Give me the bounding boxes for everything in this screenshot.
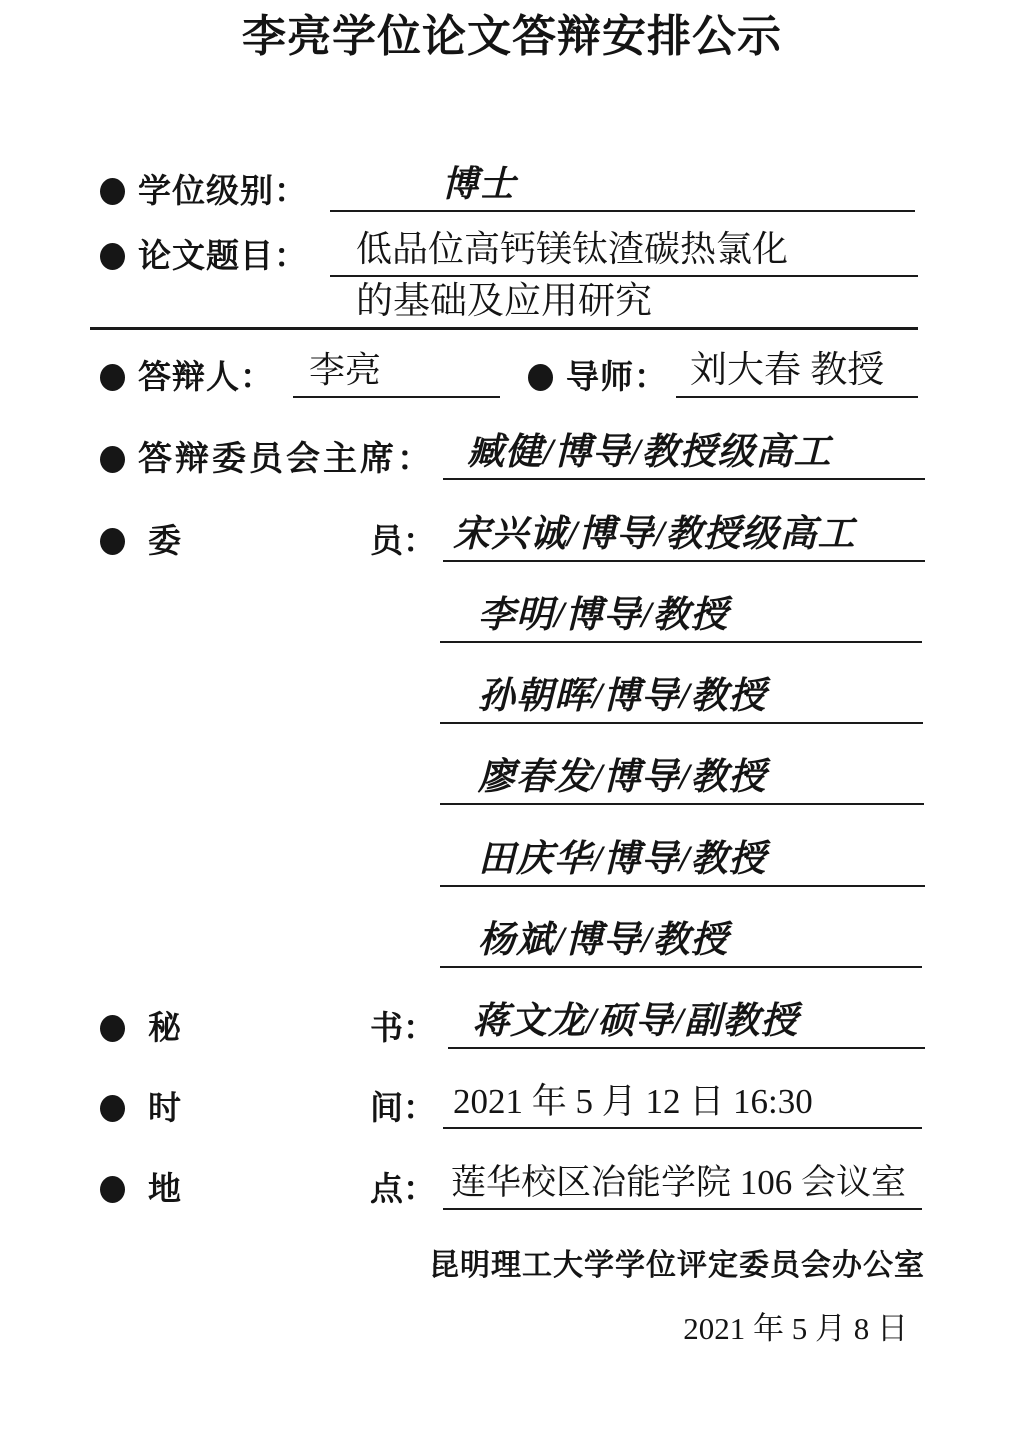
members-label-end: 员：: [370, 524, 436, 560]
member-value: 田庆华/博导/教授: [478, 839, 767, 880]
secretary-label-end: 书：: [370, 1011, 436, 1047]
place-label-end: 点：: [370, 1172, 436, 1208]
members-label-start: 委: [148, 524, 181, 560]
chair-label: 答辩委员会主席：: [138, 441, 434, 478]
member-field: [440, 587, 922, 643]
place-value: 莲华校区冶能学院 106 会议室: [451, 1163, 907, 1202]
secretary-value: 蒋文龙/硕导/副教授: [472, 1001, 799, 1042]
thesis-title-line2: 的基础及应用研究: [356, 281, 652, 322]
place-label: [148, 1170, 436, 1210]
time-value: 2021 年 5 月 12 日 16:30: [453, 1082, 813, 1121]
secretary-label-start: 秘: [148, 1011, 181, 1047]
member-field: [440, 749, 924, 805]
member-field: [440, 668, 923, 724]
degree-value: 博士: [442, 164, 517, 204]
place-field: [443, 1154, 922, 1210]
advisor-value: 刘大春 教授: [690, 350, 885, 391]
members-label: [148, 522, 436, 562]
footer-office: 昆明理工大学学位评定委员会办公室: [429, 1249, 925, 1282]
defender-label: 答辩人：: [138, 360, 274, 396]
secretary-label: [148, 1009, 436, 1049]
member-value: 廖春发/博导/教授: [478, 757, 767, 798]
degree-field: [330, 156, 915, 212]
bullet-icon: [100, 1095, 125, 1122]
bullet-icon: [100, 243, 125, 270]
member-value: 宋兴诚/博导/教授级高工: [453, 514, 856, 555]
page-title: 李亮学位论文答辩安排公示: [242, 12, 782, 61]
defender-field: [293, 342, 500, 398]
footer-date: 2021 年 5 月 8 日: [683, 1311, 908, 1346]
time-label-end: 间：: [370, 1091, 436, 1127]
bullet-icon: [100, 446, 125, 473]
bullet-icon: [528, 364, 553, 391]
chair-value: 臧健/博导/教授级高工: [467, 432, 832, 473]
thesis-title-label: 论文题目：: [138, 239, 308, 275]
member-field: [443, 506, 925, 562]
advisor-label: 导师：: [566, 360, 668, 396]
member-field: [440, 831, 925, 887]
member-value: 孙朝晖/博导/教授: [478, 676, 767, 717]
bullet-icon: [100, 1015, 125, 1042]
degree-label: 学位级别：: [138, 174, 308, 210]
time-label-start: 时: [148, 1091, 181, 1127]
bullet-icon: [100, 1176, 125, 1203]
place-label-start: 地: [148, 1172, 181, 1208]
secretary-field: [448, 993, 925, 1049]
member-value: 杨斌/博导/教授: [478, 920, 729, 961]
time-field: [443, 1073, 922, 1129]
thesis-title-line1: 低品位高钙镁钛渣碳热氯化: [356, 229, 789, 269]
bullet-icon: [100, 364, 125, 391]
thesis-title-field-line2: [90, 274, 918, 330]
thesis-title-field-line1: [330, 221, 918, 277]
bullet-icon: [100, 178, 125, 205]
bullet-icon: [100, 528, 125, 555]
advisor-field: [676, 342, 918, 398]
chair-field: [443, 424, 925, 480]
member-field: [440, 912, 922, 968]
member-value: 李明/博导/教授: [478, 595, 729, 636]
defender-value: 李亮: [309, 350, 382, 390]
time-label: [148, 1089, 436, 1129]
